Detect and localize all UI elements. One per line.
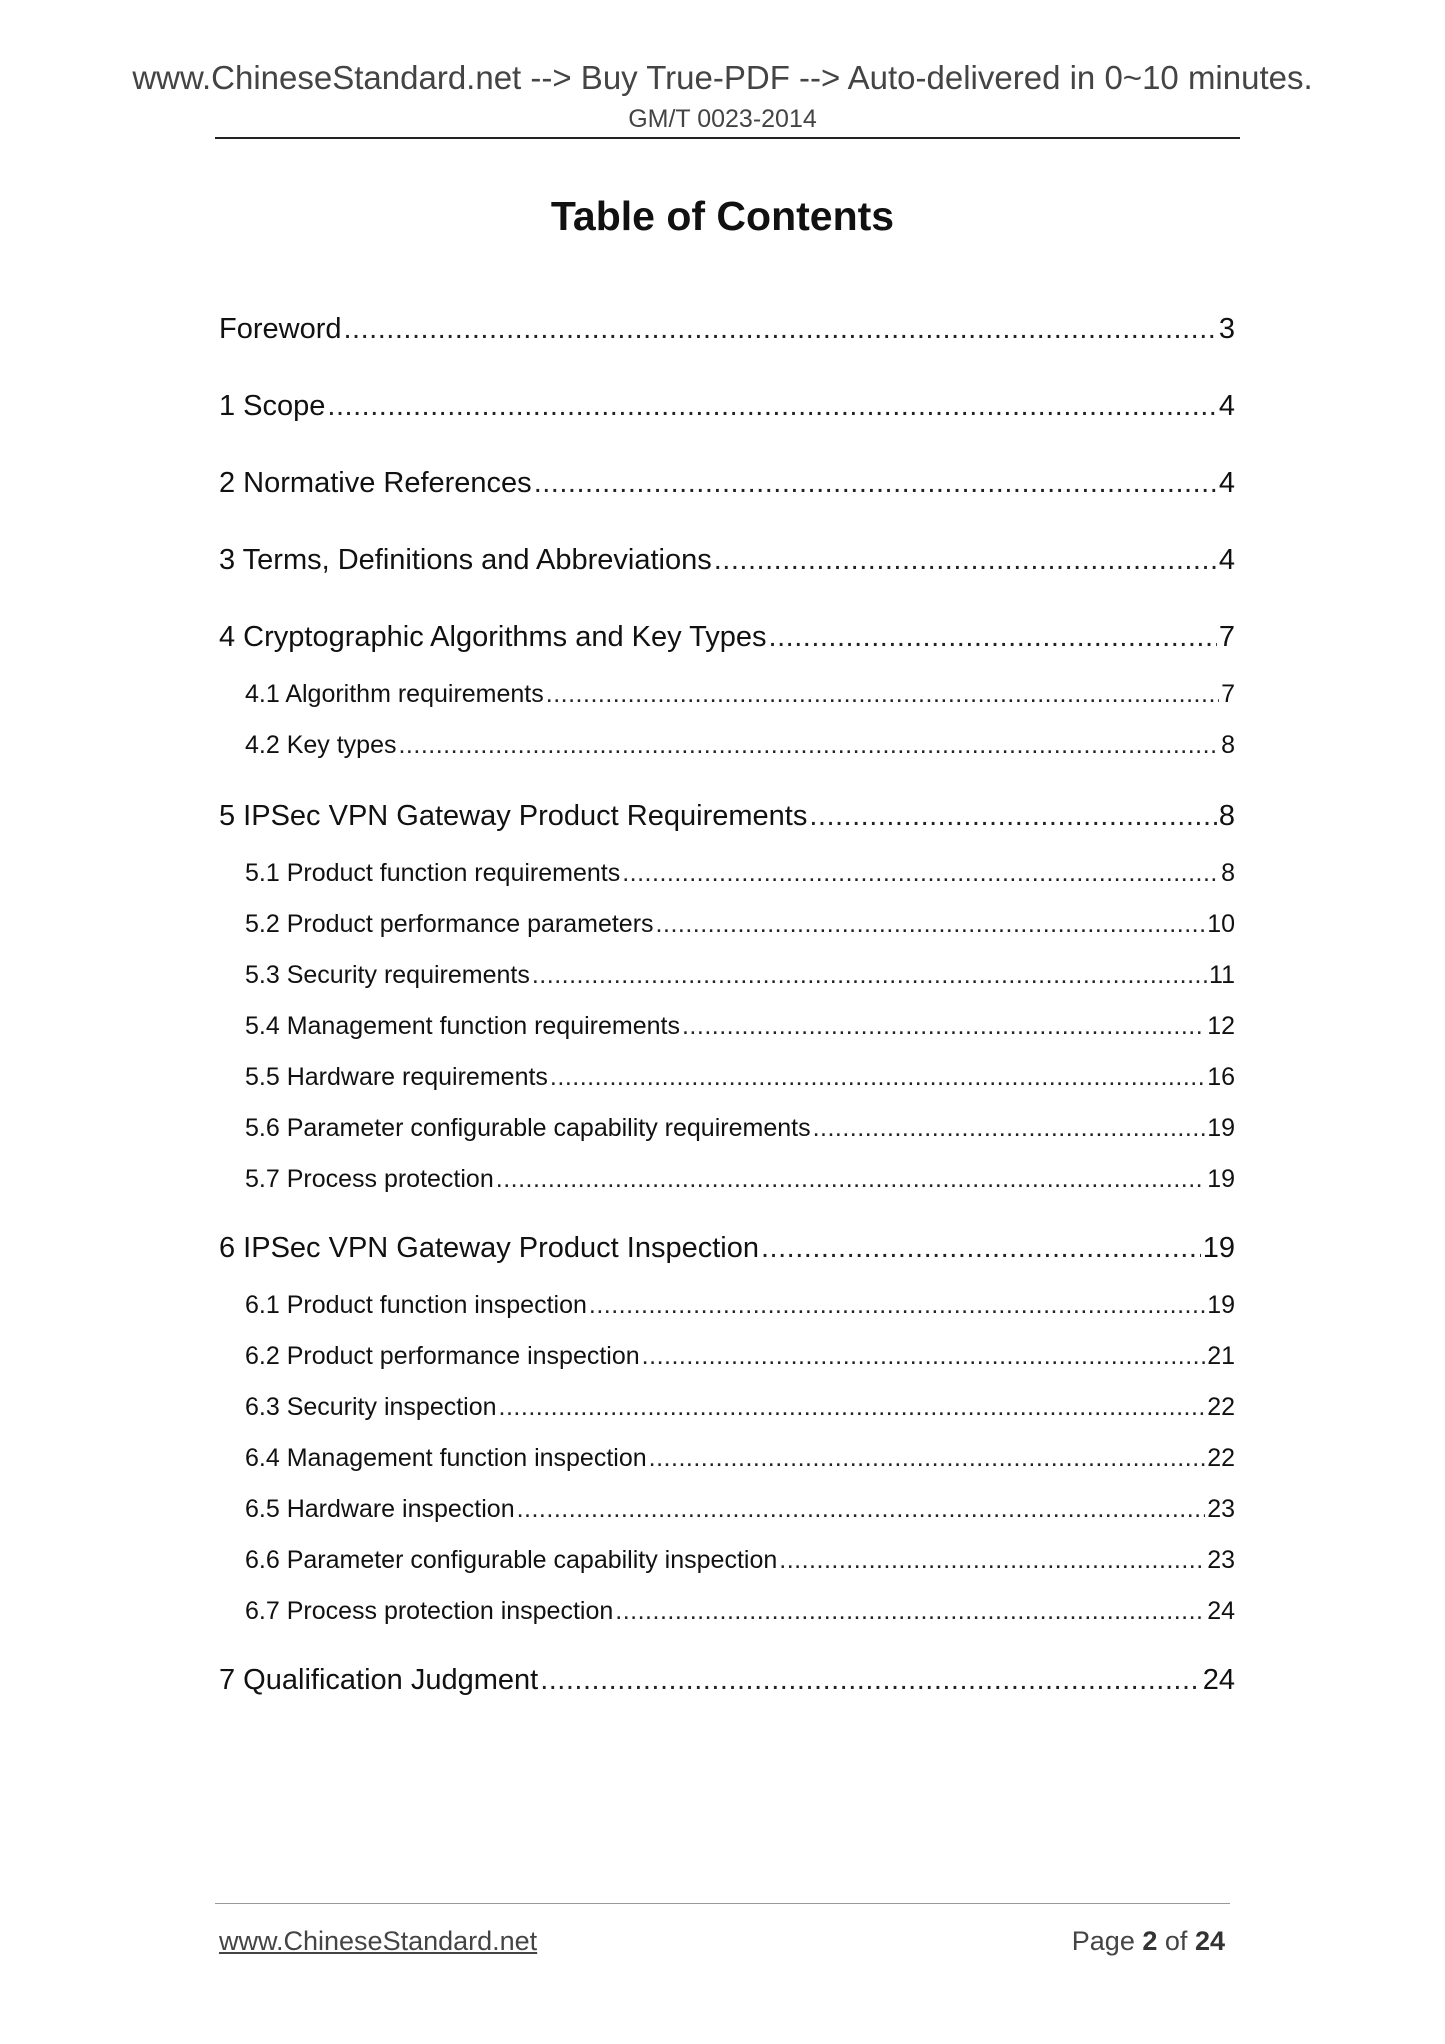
toc-dot-leader xyxy=(769,617,1217,657)
toc-entry-title: 5.3 Security requirements xyxy=(245,961,530,989)
toc-subsection-entry[interactable] xyxy=(219,958,1235,992)
toc-subsection-entry[interactable] xyxy=(219,1390,1235,1424)
toc-subsection-entry[interactable] xyxy=(219,1009,1235,1043)
toc-section-entry[interactable] xyxy=(219,309,1235,349)
toc-entry-title: 6.4 Management function inspection xyxy=(245,1444,647,1472)
toc-entry-title: 4 Cryptographic Algorithms and Key Types xyxy=(219,621,767,653)
toc-page-number: 8 xyxy=(1218,800,1235,832)
toc-dot-leader xyxy=(589,1288,1205,1322)
toc-page-number: 19 xyxy=(1207,1165,1235,1193)
toc-subsection-entry[interactable] xyxy=(219,1492,1235,1526)
toc-section-entry[interactable] xyxy=(219,1660,1235,1700)
toc-page-number: 10 xyxy=(1207,910,1235,938)
toc-subsection-entry[interactable] xyxy=(219,856,1235,890)
toc-subsection-entry[interactable] xyxy=(219,728,1235,762)
toc-entry-title: 6.1 Product function inspection xyxy=(245,1291,587,1319)
toc-entry-title: 6.7 Process protection inspection xyxy=(245,1597,614,1625)
page-indicator xyxy=(1072,1924,1225,1958)
toc-entry-title: 5.7 Process protection xyxy=(245,1165,494,1193)
toc-entry-title: 7 Qualification Judgment xyxy=(219,1664,539,1696)
toc-page-number: 8 xyxy=(1221,731,1235,759)
toc-entry-title: 6.6 Parameter configurable capability inspection xyxy=(245,1546,778,1574)
toc-dot-leader xyxy=(499,1390,1206,1424)
toc-section-entry[interactable] xyxy=(219,386,1235,426)
toc-dot-leader xyxy=(496,1162,1205,1196)
total-pages-number: 24 xyxy=(1194,1926,1225,1956)
toc-dot-leader xyxy=(622,856,1219,890)
toc-entry-title: 1 Scope xyxy=(219,390,326,422)
toc-section-entry[interactable] xyxy=(219,463,1235,503)
toc-page-number: 7 xyxy=(1218,621,1235,653)
current-page-number: 2 xyxy=(1142,1926,1158,1956)
toc-page-number: 4 xyxy=(1218,544,1235,576)
toc-entry-title: Foreword xyxy=(219,313,342,345)
toc-dot-leader xyxy=(761,1228,1201,1268)
toc-dot-leader xyxy=(615,1594,1205,1628)
toc-subsection-entry[interactable] xyxy=(219,1441,1235,1475)
toc-dot-leader xyxy=(550,1060,1205,1094)
toc-page-number: 22 xyxy=(1207,1444,1235,1472)
toc-dot-leader xyxy=(809,796,1217,836)
toc-subsection-entry[interactable] xyxy=(219,1162,1235,1196)
toc-entry-title: 6 IPSec VPN Gateway Product Inspection xyxy=(219,1232,759,1264)
toc-page-number: 4 xyxy=(1218,390,1235,422)
footer-site-link[interactable]: www.ChineseStandard.net xyxy=(219,1926,538,1956)
toc-dot-leader xyxy=(642,1339,1206,1373)
toc-page-number: 19 xyxy=(1207,1291,1235,1319)
toc-subsection-entry[interactable] xyxy=(219,1288,1235,1322)
toc-dot-leader xyxy=(344,309,1217,349)
toc-dot-leader xyxy=(327,386,1216,426)
toc-dot-leader xyxy=(534,463,1217,503)
toc-section-entry[interactable] xyxy=(219,1228,1235,1268)
toc-page-number: 23 xyxy=(1207,1546,1235,1574)
toc-dot-leader xyxy=(532,958,1207,992)
toc-dot-leader xyxy=(540,1660,1201,1700)
toc-entry-title: 3 Terms, Definitions and Abbreviations xyxy=(219,544,712,576)
toc-entry-title: 5.6 Parameter configurable capability requirements xyxy=(245,1114,811,1142)
toc-dot-leader xyxy=(682,1009,1205,1043)
toc-page-number: 16 xyxy=(1207,1063,1235,1091)
page-label: Page xyxy=(1071,1926,1135,1956)
toc-entry-title: 5.2 Product performance parameters xyxy=(245,910,654,938)
toc-page-number: 22 xyxy=(1207,1393,1235,1421)
toc-subsection-entry[interactable] xyxy=(219,1339,1235,1373)
toc-entry-title: 5 IPSec VPN Gateway Product Requirements xyxy=(219,800,808,832)
footer-divider xyxy=(215,1903,1230,1904)
toc-page-number: 24 xyxy=(1202,1664,1235,1696)
toc-entry-title: 6.5 Hardware inspection xyxy=(245,1495,515,1523)
toc-page-number: 23 xyxy=(1207,1495,1235,1523)
toc-page-number: 12 xyxy=(1207,1012,1235,1040)
toc-page-number: 11 xyxy=(1209,961,1235,989)
toc-page-number: 24 xyxy=(1207,1597,1235,1625)
toc-entry-title: 4.1 Algorithm requirements xyxy=(245,680,544,708)
toc-entry-title: 4.2 Key types xyxy=(245,731,397,759)
toc-page-number: 3 xyxy=(1218,313,1235,345)
toc-section-entry[interactable] xyxy=(219,540,1235,580)
toc-dot-leader xyxy=(813,1111,1206,1145)
toc-subsection-entry[interactable] xyxy=(219,1060,1235,1094)
toc-subsection-entry[interactable] xyxy=(219,1594,1235,1628)
toc-entry-title: 5.1 Product function requirements xyxy=(245,859,621,887)
toc-page-number: 21 xyxy=(1207,1342,1235,1370)
toc-entry-title: 2 Normative References xyxy=(219,467,532,499)
toc-dot-leader xyxy=(714,540,1217,580)
toc-dot-leader xyxy=(398,728,1219,762)
toc-section-entry[interactable] xyxy=(219,617,1235,657)
toc-subsection-entry[interactable] xyxy=(219,1111,1235,1145)
toc-page-number: 19 xyxy=(1207,1114,1235,1142)
document-number: GM/T 0023-2014 xyxy=(628,105,817,133)
header-divider xyxy=(215,137,1240,139)
toc-dot-leader xyxy=(546,677,1219,711)
toc-entry-title: 5.4 Management function requirements xyxy=(245,1012,680,1040)
toc-page-number: 4 xyxy=(1218,467,1235,499)
toc-section-entry[interactable] xyxy=(219,796,1235,836)
toc-subsection-entry[interactable] xyxy=(219,677,1235,711)
toc-entry-title: 5.5 Hardware requirements xyxy=(245,1063,548,1091)
toc-subsection-entry[interactable] xyxy=(219,907,1235,941)
toc-entry-title: 6.3 Security inspection xyxy=(245,1393,497,1421)
page-title: Table of Contents xyxy=(550,193,895,239)
header-banner: www.ChineseStandard.net --> Buy True-PDF --> Auto-delivered in 0~10 minutes. xyxy=(132,59,1313,96)
toc-dot-leader xyxy=(517,1492,1206,1526)
toc-dot-leader xyxy=(779,1543,1205,1577)
page-of-label: of xyxy=(1164,1926,1188,1956)
toc-subsection-entry[interactable] xyxy=(219,1543,1235,1577)
toc-dot-leader xyxy=(656,907,1206,941)
toc-page-number: 8 xyxy=(1221,859,1235,887)
toc-page-number: 19 xyxy=(1202,1232,1235,1264)
toc-dot-leader xyxy=(649,1441,1206,1475)
toc-entry-title: 6.2 Product performance inspection xyxy=(245,1342,640,1370)
toc-page-number: 7 xyxy=(1221,680,1235,708)
